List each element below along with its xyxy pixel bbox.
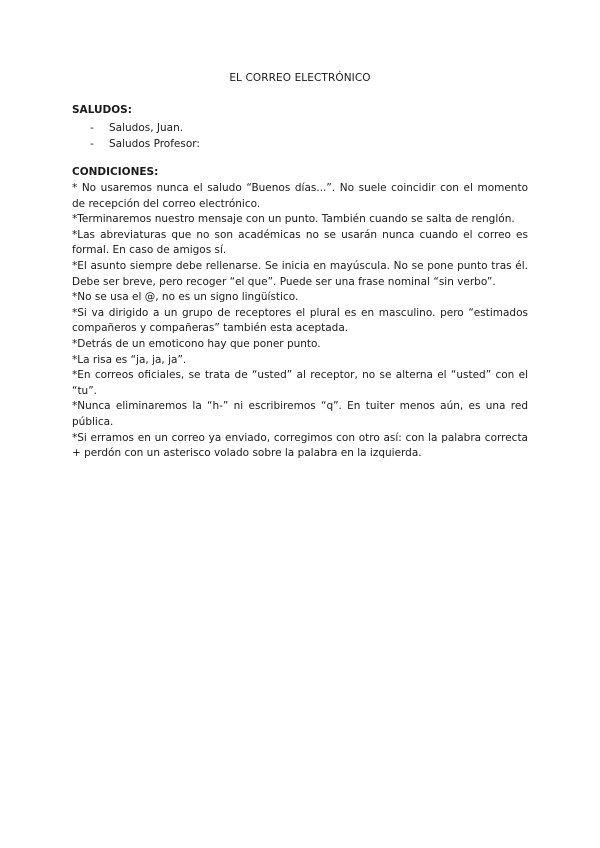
condition-paragraph: *Detrás de un emoticono hay que poner punto.	[72, 337, 321, 350]
condition-paragraph: *Nunca eliminaremos la “h-” ni escribiremos “q”. En tuiter menos aún, es una red pública.	[72, 400, 528, 428]
condition-paragraph: *En correos oficiales, se trata de “usted” al receptor, no se alterna el “usted” con el “tu”.	[72, 369, 528, 397]
list-item	[90, 120, 200, 136]
condition-paragraph: *No se usa el @, no es un signo lingüístico.	[72, 291, 299, 304]
condiciones-body	[72, 181, 528, 462]
saludos-heading: SALUDOS:	[72, 104, 132, 116]
condition-paragraph: *Las abreviaturas que no son académicas no se usarán nunca cuando el correo es formal. En caso de amigos sí.	[72, 228, 528, 257]
list-item-text: Saludos Profesor:	[109, 138, 200, 150]
document-title: EL CORREO ELECTRÓNICO	[229, 72, 371, 84]
list-bullet: -	[90, 122, 94, 134]
condition-paragraph: * No usaremos nunca el saludo “Buenos días...”. No suele coincidir con el momento de recepción del correo electrónico.	[72, 182, 528, 210]
condition-paragraph: *Si va dirigido a un grupo de receptores el plural es en masculino. pero “estimados compañeros y compañeras” también esta aceptada.	[72, 306, 528, 335]
saludos-list	[90, 120, 200, 152]
condition-paragraph: *El asunto siempre debe rellenarse. Se inicia en mayúscula. No se pone punto tras él. Debe ser breve, pero recoger “el que”. Puede ser una frase nominal “sin verbo”.	[72, 259, 528, 288]
list-item-text: Saludos, Juan.	[109, 122, 184, 134]
condition-paragraph: *Si erramos en un correo ya enviado, corregimos con otro así: con la palabra correcta + perdón con un asterisco volado sobre la palabra en la izquierda.	[72, 431, 528, 460]
condiciones-heading: CONDICIONES:	[72, 166, 159, 178]
condition-paragraph: *Terminaremos nuestro mensaje con un punto. También cuando se salta de renglón.	[72, 213, 515, 226]
list-item	[90, 136, 200, 152]
list-bullet: -	[90, 138, 94, 150]
condition-paragraph: *La risa es “ja, ja, ja”.	[72, 353, 187, 366]
